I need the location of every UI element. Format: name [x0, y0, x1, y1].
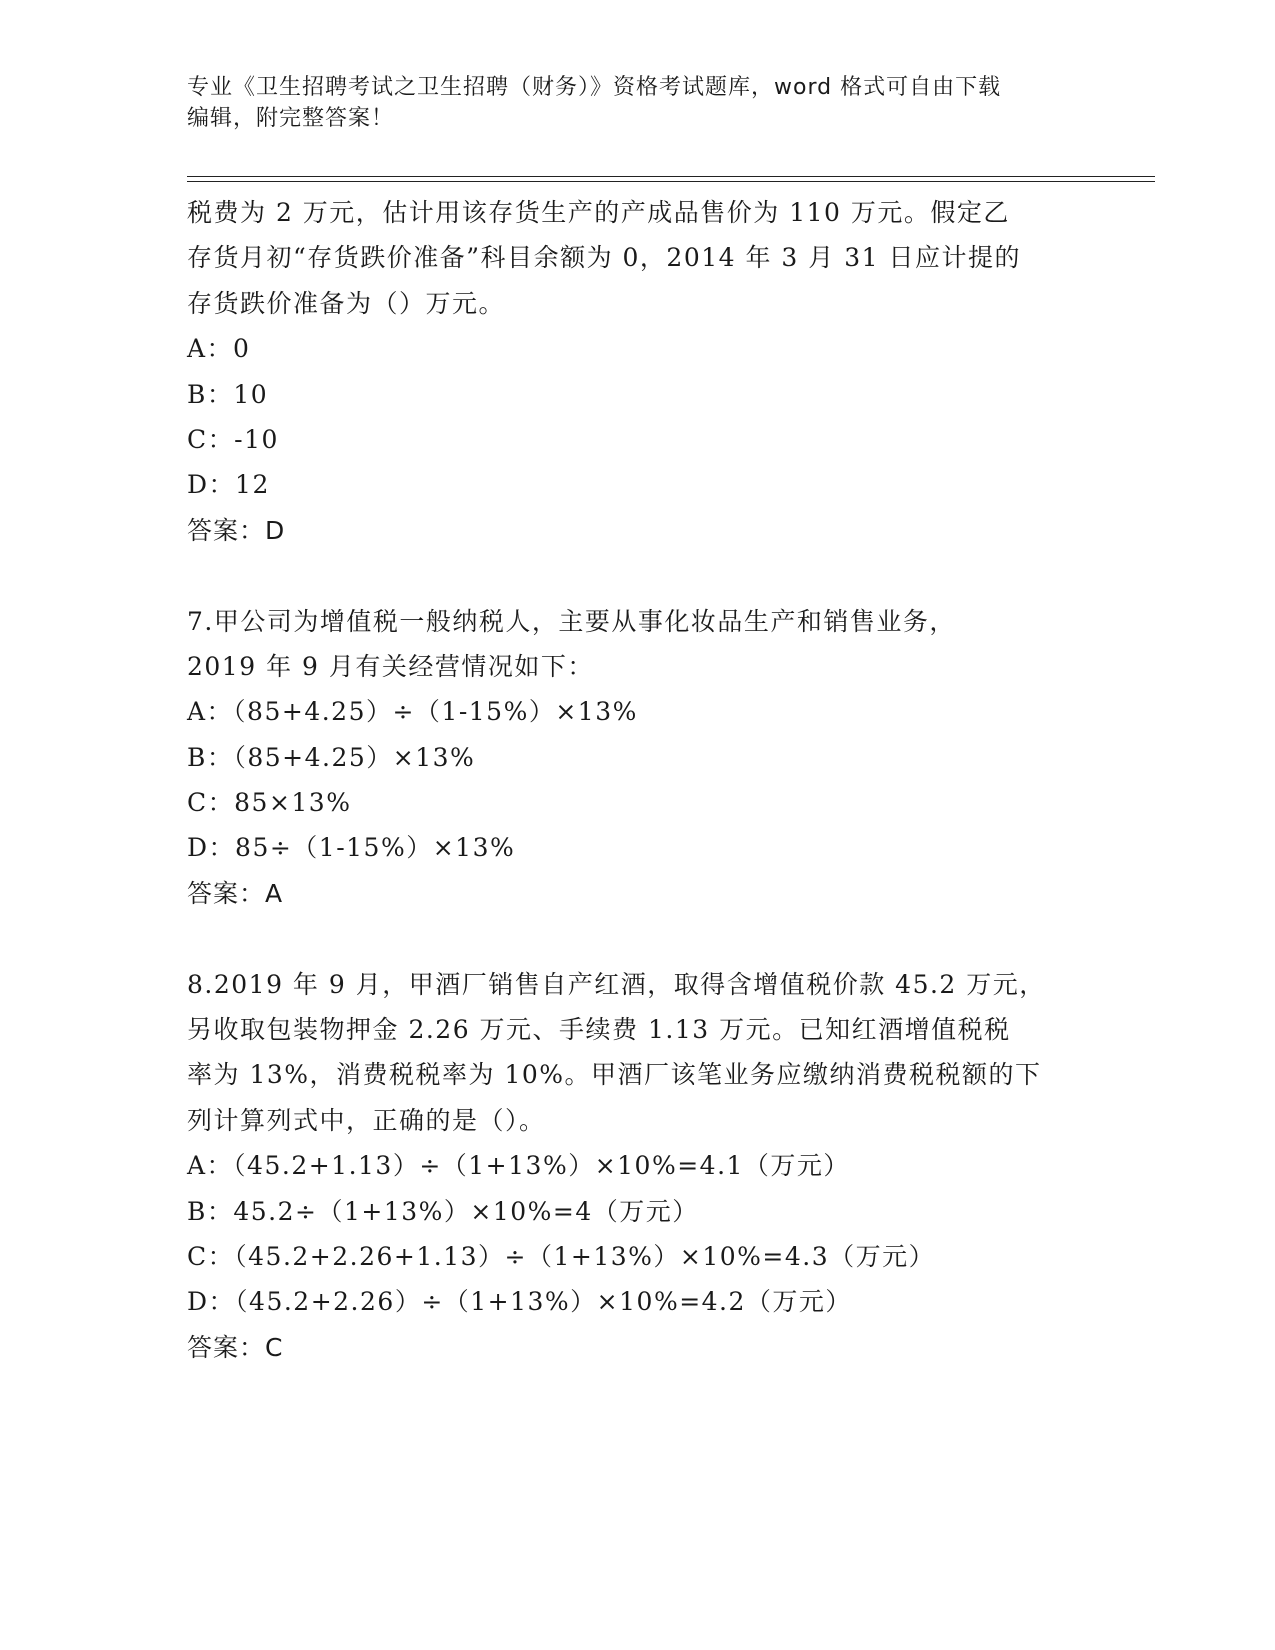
question-text-line: 2019 年 9 月有关经营情况如下： — [187, 651, 594, 681]
option-d: D：12 — [187, 470, 270, 500]
header-divider-top — [187, 176, 1155, 177]
answer-line: 答案：C — [187, 1332, 284, 1362]
header-divider-bottom — [187, 181, 1155, 182]
option-a: A：（85+4.25）÷（1-15%）×13% — [187, 697, 638, 727]
header-title-line-1: 专业《卫生招聘考试之卫生招聘（财务）》资格考试题库，word 格式可自由下载 — [187, 75, 1002, 100]
spacer — [187, 916, 1087, 961]
question-text-line: 存货跌价准备为（）万元。 — [187, 288, 506, 318]
question-text-line: 列计算列式中，正确的是（）。 — [187, 1105, 546, 1135]
option-c: C：（45.2+2.26+1.13）÷（1+13%）×10%=4.3（万元） — [187, 1241, 936, 1271]
question-text-line: 7.甲公司为增值税一般纳税人，主要从事化妆品生产和销售业务， — [187, 606, 956, 636]
question-text-line: 另收取包装物押金 2.26 万元、手续费 1.13 万元。已知红酒增值税税 — [187, 1015, 1011, 1045]
answer-line: 答案：A — [187, 878, 284, 908]
question-text-line: 存货月初“存货跌价准备”科目余额为 0，2014 年 3 月 31 日应计提的 — [187, 243, 1021, 273]
option-a: A：0 — [187, 334, 251, 364]
option-d: D：（45.2+2.26）÷（1+13%）×10%=4.2（万元） — [187, 1287, 852, 1317]
option-d: D：85÷（1-15%）×13% — [187, 833, 516, 863]
option-b: B：45.2÷（1+13%）×10%=4（万元） — [187, 1196, 699, 1226]
answer-line: 答案：D — [187, 515, 286, 545]
option-c: C：85×13% — [187, 788, 352, 818]
question-6 — [187, 190, 1087, 553]
spacer — [187, 553, 1087, 598]
option-c: C：-10 — [187, 424, 279, 454]
option-a: A：（45.2+1.13）÷（1+13%）×10%=4.1（万元） — [187, 1151, 850, 1181]
question-text-line: 率为 13%，消费税税率为 10%。甲酒厂该笔业务应缴纳消费税税额的下 — [187, 1060, 1042, 1090]
question-text-line: 8.2019 年 9 月，甲酒厂销售自产红酒，取得含增值税价款 45.2 万元， — [187, 969, 1046, 999]
option-b: B：（85+4.25）×13% — [187, 742, 476, 772]
question-8 — [187, 962, 1087, 1371]
header-title-line-2: 编辑，附完整答案！ — [187, 106, 395, 131]
option-b: B：10 — [187, 379, 269, 409]
question-body — [187, 190, 1087, 1370]
question-7 — [187, 599, 1087, 917]
question-text-line: 税费为 2 万元，估计用该存货生产的产成品售价为 110 万元。假定乙 — [187, 198, 1010, 227]
page-header — [187, 72, 1067, 134]
